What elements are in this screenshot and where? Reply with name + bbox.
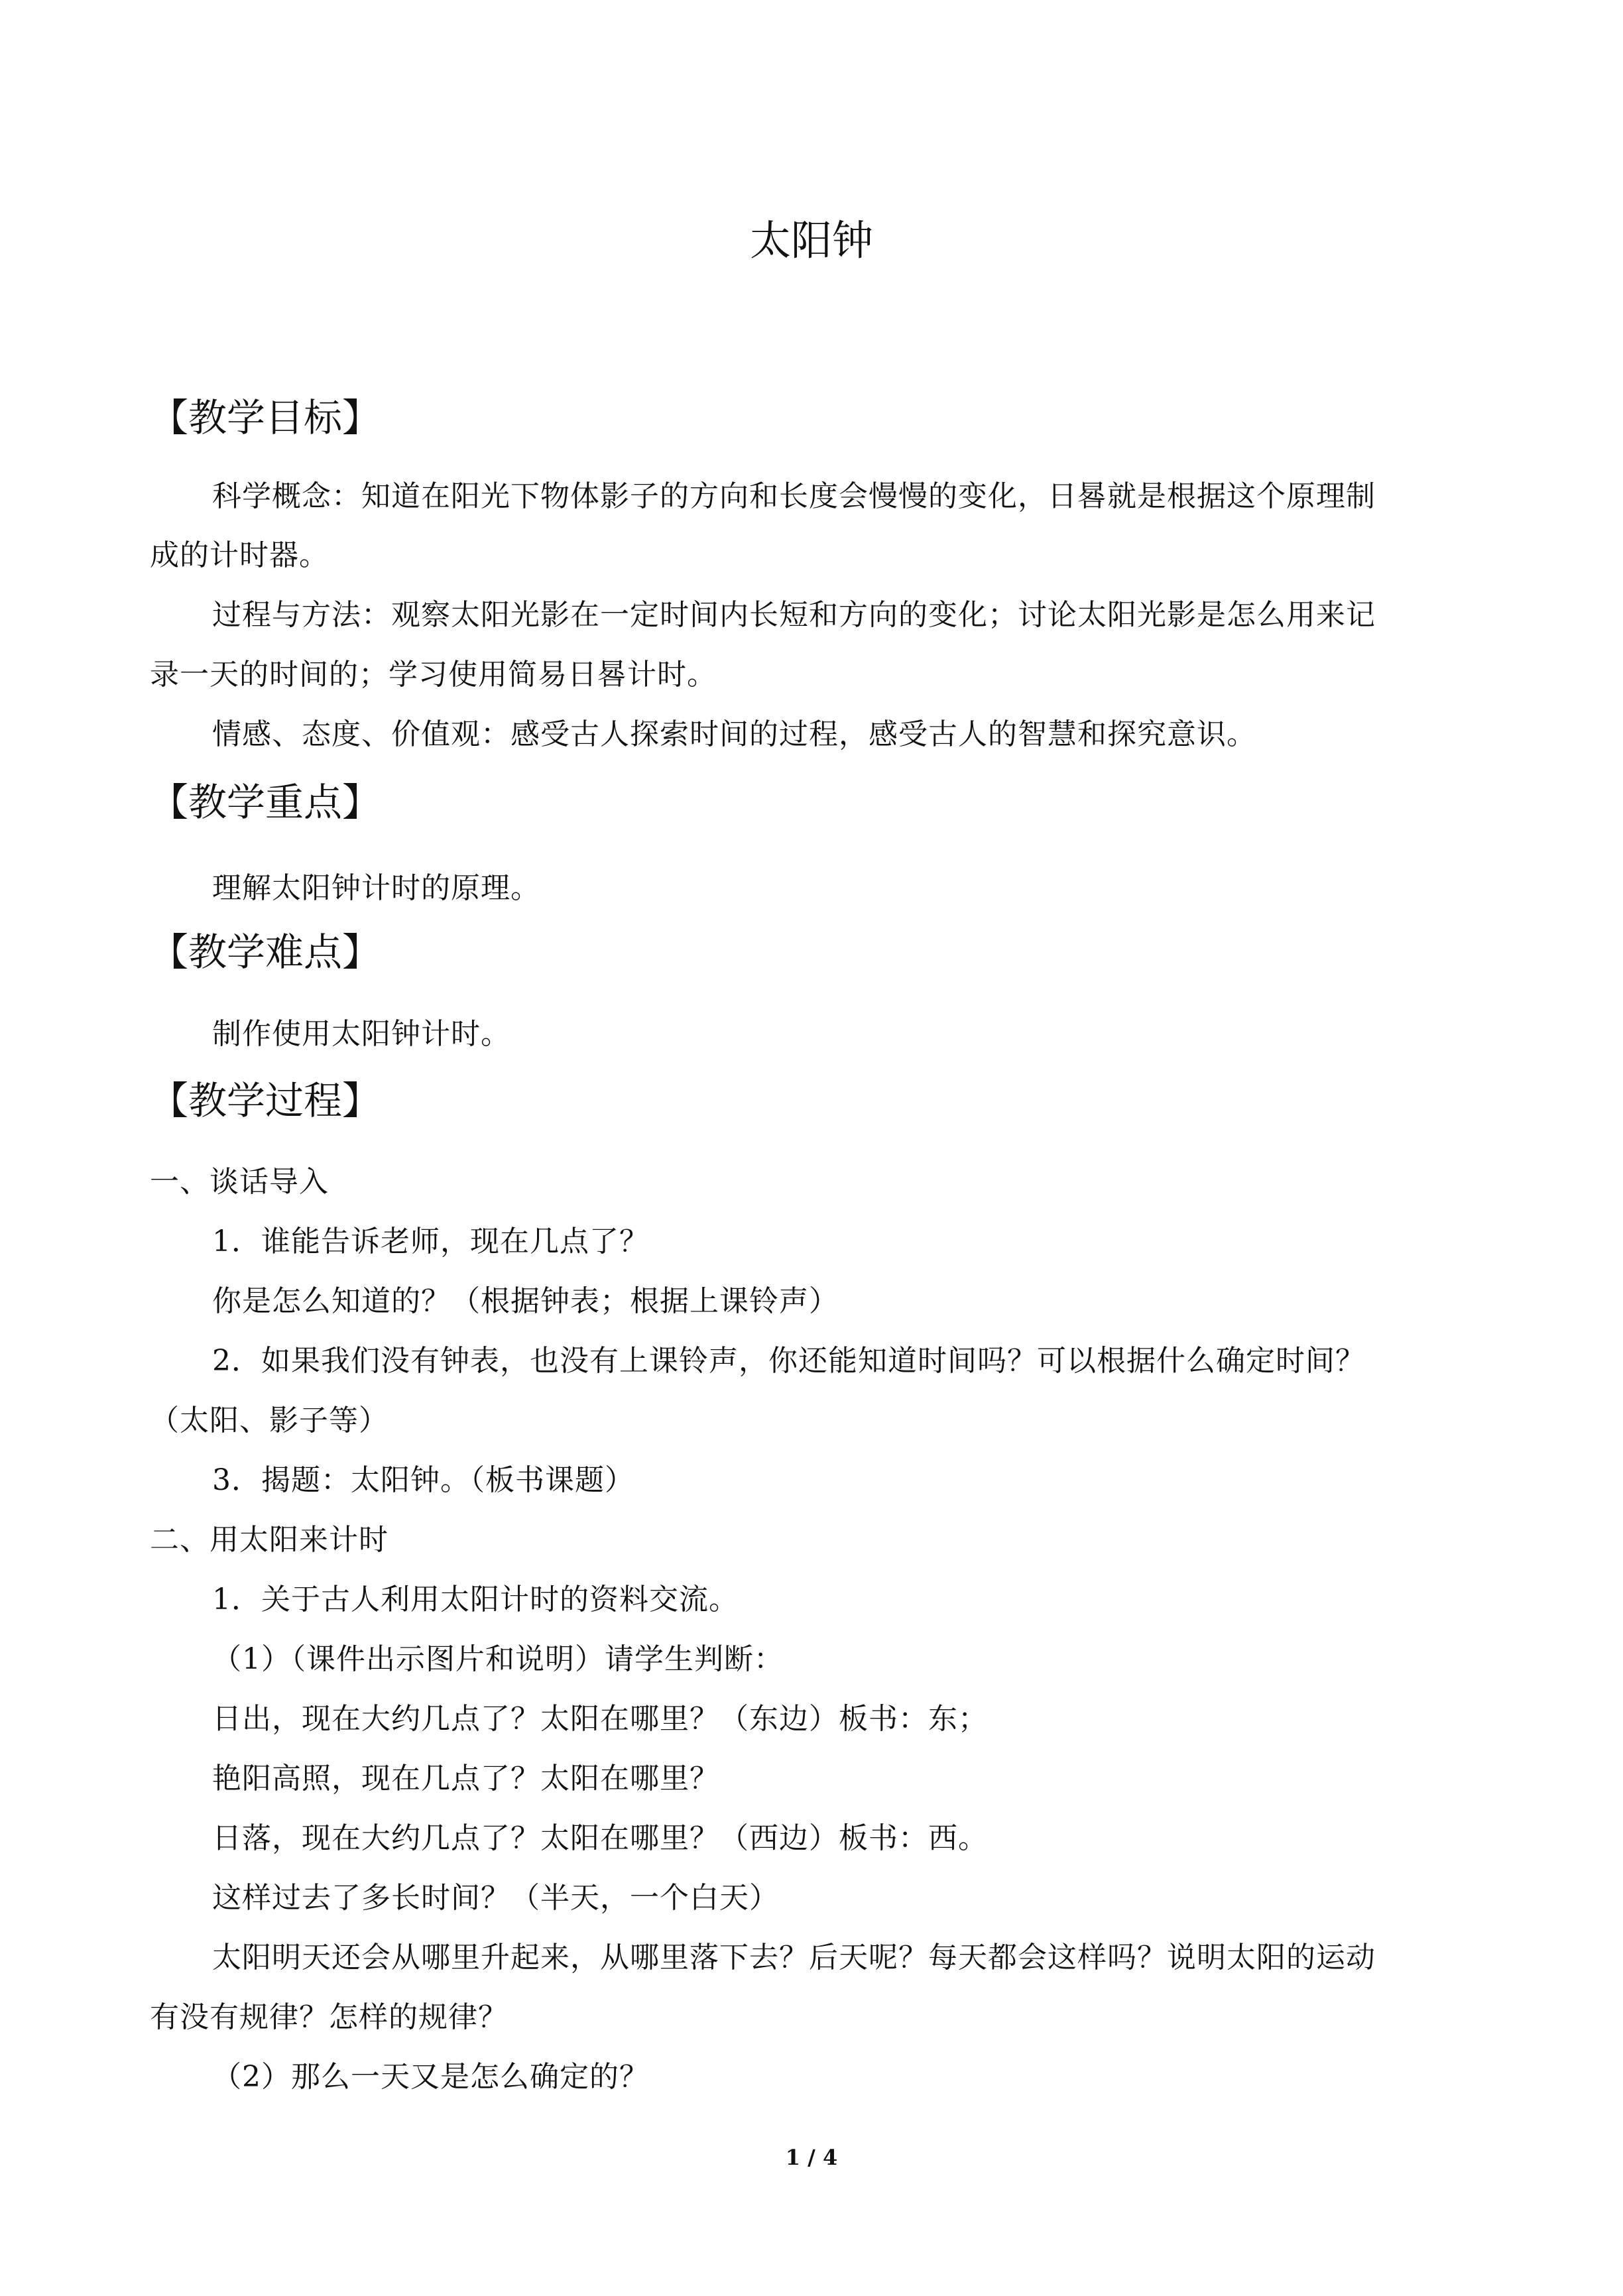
section-heading-difficulties: 【教学难点】	[150, 930, 381, 975]
process-item: 2．如果我们没有钟表，也没有上课铃声，你还能知道时间吗？可以根据什么确定时间？	[212, 1344, 1365, 1378]
goals-concept-line1: 科学概念：知道在阳光下物体影子的方向和长度会慢慢的变化，日晷就是根据这个原理制	[212, 479, 1376, 513]
section-heading-process: 【教学过程】	[150, 1078, 381, 1123]
process-part1-title: 一、谈话导入	[150, 1165, 329, 1199]
section-heading-goals: 【教学目标】	[150, 395, 381, 440]
process-item: （2）那么一天又是怎么确定的？	[212, 2060, 649, 2094]
section-heading-key-points: 【教学重点】	[150, 780, 381, 825]
process-item: 这样过去了多长时间？（半天，一个白天）	[212, 1881, 779, 1915]
process-item: 1．谁能告诉老师，现在几点了？	[212, 1225, 649, 1258]
process-item: 艳阳高照，现在几点了？太阳在哪里？	[212, 1762, 719, 1795]
process-item: 有没有规律？怎样的规律？	[150, 2000, 508, 2034]
process-item: 日出，现在大约几点了？太阳在哪里？（东边）板书：东；	[212, 1702, 988, 1736]
process-item: 太阳明天还会从哪里升起来，从哪里落下去？后天呢？每天都会这样吗？说明太阳的运动	[212, 1941, 1376, 1974]
key-points-text: 理解太阳钟计时的原理。	[212, 871, 540, 905]
goals-method-line2: 录一天的时间的；学习使用简易日晷计时。	[150, 658, 717, 692]
goals-method-line1: 过程与方法：观察太阳光影在一定时间内长短和方向的变化；讨论太阳光影是怎么用来记	[212, 598, 1376, 632]
page-number: 1 / 4	[785, 2145, 838, 2170]
process-item: （1）（课件出示图片和说明）请学生判断：	[212, 1642, 784, 1676]
difficulties-text: 制作使用太阳钟计时。	[212, 1017, 511, 1051]
process-item: 1．关于古人利用太阳计时的资料交流。	[212, 1583, 739, 1616]
process-item: 你是怎么知道的？（根据钟表；根据上课铃声）	[212, 1284, 839, 1318]
goals-attitude: 情感、态度、价值观：感受古人探索时间的过程，感受古人的智慧和探究意识。	[212, 717, 1256, 751]
process-part2-title: 二、用太阳来计时	[150, 1523, 389, 1557]
process-item: （太阳、影子等）	[150, 1404, 389, 1437]
page-title: 太阳钟	[749, 216, 873, 265]
process-item: 3．揭题：太阳钟。（板书课题）	[212, 1463, 634, 1497]
goals-concept-line2: 成的计时器。	[150, 538, 329, 572]
process-item: 日落，现在大约几点了？太阳在哪里？（西边）板书：西。	[212, 1821, 988, 1855]
